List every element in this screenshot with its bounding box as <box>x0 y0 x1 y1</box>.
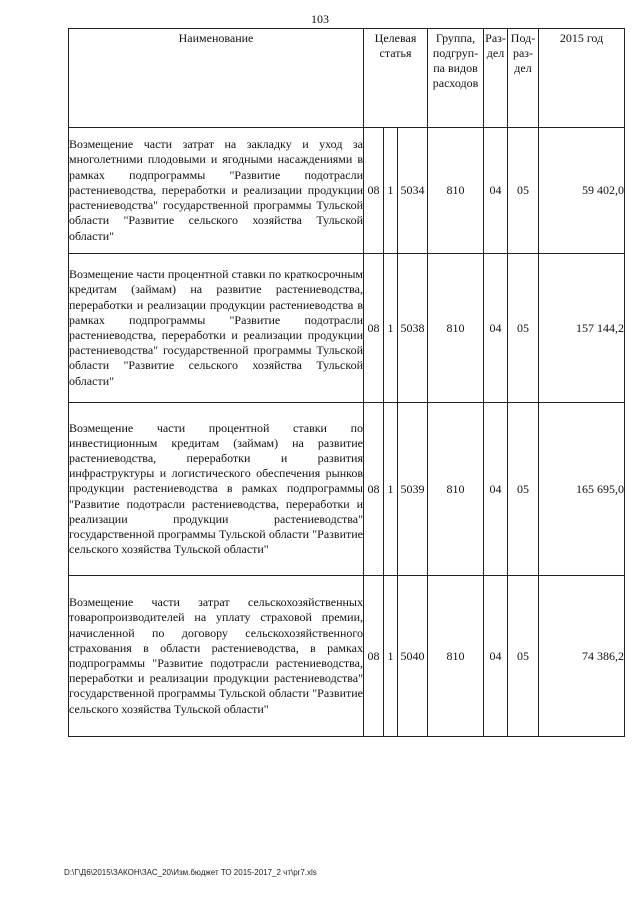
amount: 165 695,0 <box>539 403 625 576</box>
subsection: 05 <box>508 128 539 254</box>
table-row <box>69 128 625 254</box>
code-direction: 5040 <box>398 576 428 737</box>
budget-table <box>68 28 625 737</box>
amount: 59 402,0 <box>539 128 625 254</box>
row-name: Возмещение части процентной ставки по краткосрочным кредитам (займам) на развитие растениеводства, переработки и реализации продукции растениеводства в рамках подпрограммы "Развитие подотрасли растениеводства, переработки и реализации продукции растениеводства" государственной программы Тульской области "Развитие сельского хозяйства Тульской области" <box>69 254 364 403</box>
row-name: Возмещение части процентной ставки по инвестиционным кредитам (займам) на развитие растениеводства, переработки и развития инфраструктуры и логистического обеспечения рынков продукции растениеводства в рамках подпрограммы "Развитие подотрасли растениеводства, переработки и реализации продукции растениеводства" государственной программы Тульской области "Развитие сельского хозяйства Тульской области" <box>69 403 364 576</box>
header-target-article: Целевая статья <box>364 29 428 128</box>
page-number: 103 <box>311 12 329 26</box>
subsection: 05 <box>508 254 539 403</box>
amount: 74 386,2 <box>539 576 625 737</box>
subsection: 05 <box>508 576 539 737</box>
code-program: 08 <box>364 403 384 576</box>
header-name: Наименование <box>69 29 364 128</box>
table-row <box>69 403 625 576</box>
expense-group: 810 <box>428 254 484 403</box>
section: 04 <box>484 576 508 737</box>
code-subprogram: 1 <box>384 576 398 737</box>
header-expense-group: Группа, подгруп-па видов расходов <box>428 29 484 128</box>
code-direction: 5034 <box>398 128 428 254</box>
expense-group: 810 <box>428 576 484 737</box>
code-program: 08 <box>364 254 384 403</box>
row-name: Возмещение части затрат сельскохозяйственных товаропроизводителей на уплату страховой премии, начисленной по договору сельскохозяйственного страхования в области растениеводства, в рамках подпрограммы "Развитие подотрасли растениеводства, переработки и реализации продукции растениеводства" государственной программы Тульской области "Развитие сельского хозяйства Тульской области" <box>69 576 364 737</box>
code-subprogram: 1 <box>384 254 398 403</box>
expense-group: 810 <box>428 128 484 254</box>
code-subprogram: 1 <box>384 128 398 254</box>
code-subprogram: 1 <box>384 403 398 576</box>
row-name: Возмещение части затрат на закладку и уход за многолетними плодовыми и ягодными насаждениями в рамках подпрограммы "Развитие подотрасли растениеводства, переработки и реализации продукции растениеводства" государственной программы Тульской области "Развитие сельского хозяйства Тульской области" <box>69 128 364 254</box>
section: 04 <box>484 128 508 254</box>
expense-group: 810 <box>428 403 484 576</box>
file-path-footer: D:\Г\Д6\2015\ЗАКОН\ЗАС_20\Изм.бюджет ТО 2015-2017_2 чт\pr7.xls <box>64 868 317 877</box>
code-direction: 5039 <box>398 403 428 576</box>
section: 04 <box>484 254 508 403</box>
table-row <box>69 254 625 403</box>
code-direction: 5038 <box>398 254 428 403</box>
header-section: Раз-дел <box>484 29 508 128</box>
code-program: 08 <box>364 576 384 737</box>
section: 04 <box>484 403 508 576</box>
table-row <box>69 576 625 737</box>
header-year: 2015 год <box>539 29 625 128</box>
subsection: 05 <box>508 403 539 576</box>
header-subsection: Под-раз-дел <box>508 29 539 128</box>
code-program: 08 <box>364 128 384 254</box>
amount: 157 144,2 <box>539 254 625 403</box>
table-header-row <box>69 29 625 128</box>
